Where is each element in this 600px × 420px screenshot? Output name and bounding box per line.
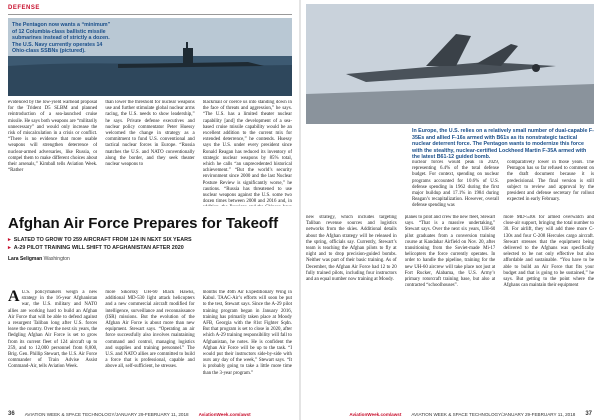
text-column: new strategy, which includes targeting Taliban revenue sources and logistics networks from the skies. Additional details about the Afghan strategy will be released in the spring, officials say. Currently, Stewart’s team is teaching the Afghan pilots to fly at night and to drop precision-guided bombs. Neither was part of their basic training. As of December, the Afghan Air Force had 12 to 20 fully trained pilots, including four instructors and an equal number now training at Moody.	[306, 215, 397, 283]
deck-line-1: ▸ SLATED TO GROW TO 259 AIRCRAFT FROM 124 IN NEXT SIX YEARS	[8, 237, 192, 243]
article-columns-top	[8, 100, 292, 206]
header-rule	[8, 14, 292, 15]
text-column: A U.S. policymakers weigh a new strategy in the 16-year Afghanistan war, the U.S. military and NATO allies are working hard to build an Afghan Air Force that will be able to defend against a resurgent Taliban long after U.S. forces leave the country. Over the next six years, the fledgling Afghan Air Force is set to grow from its current fleet of 124 aircraft up to 259, and to 12,000 personnel from 8,000, Brig. Gen. Phillip Stewart, the U.S. Air Force commander of Train Advise Assist Command-Air, tells Aviation Week.	[8, 290, 98, 370]
text-column: planes to pilot and crew the new fleet, Stewart says. “That is a massive undertaking,” Stewart says. Over the next six years, UH-60 pilot graduates from a conversion training course at Kandahar Airfield on Nov. 20, after transitioning from the Soviet-made Mi-17 helicopters the force currently operates. In order to handle the pipeline, training for the new UH-60 aircrew will take place not just at Fort Rucker, Alabama, the U.S. Army’s primary rotorcraft training base, but also at contracted “schoolhouses”.	[404, 215, 496, 289]
article-header	[8, 215, 293, 262]
website-link[interactable]: AviationWeek.com/awst	[198, 411, 251, 417]
page-number: 37	[585, 411, 592, 417]
drop-cap: A	[8, 290, 20, 305]
fighter-jet-photo	[306, 4, 594, 124]
left-footer	[8, 411, 251, 417]
bullet-icon: ▸	[8, 237, 11, 243]
article-columns-top	[412, 160, 594, 208]
text-column: more Sikorsky UH-60 Black Hawks, additional MD-530 light attack helicopters and a new commercial aircraft modified for intelligence, surveillance and reconnaissance (ISR) missions. But the evolution of the Afghan Air Force is about more than new equipment. Stewart says. “Operating an air force successfully also involves maintaining command and control, managing logistics and supplies and training personnel.” The U.S. and NATO allies are committed to build a force that is professional, capable and above all, self-sufficient, he stresses.	[105, 290, 195, 370]
photo-caption: The Pentagon now wants a “minimum” of 12 Columbia-class ballistic missile submarines instead of strictly a dozen. The U.S. Navy currently operates 14 Ohio-class SSBNs (pictured).	[12, 22, 111, 55]
text-column: more MD-530s for armed overwatch and close-air support, bringing the total number to 30. For airlift, they will add three more C-130s and four C-208 Hercules cargo aircraft. Stewart stresses that the equipment being delivered to the Afghans was specifically selected to be not only effective but also affordable and sustainable. “You have to be able to build an Air Force that fits your budget and that is going to be sustained,” he says. But getting to the point where the Afghans can maintain their equipment	[503, 215, 595, 289]
publication-line: AVIATION WEEK & SPACE TECHNOLOGY/JANUARY 29-FEBRUARY 11, 2018	[24, 411, 189, 417]
right-footer	[349, 411, 592, 417]
article-headline: Afghan Air Force Prepares for Takeoff	[8, 215, 279, 232]
page-number: 36	[8, 411, 15, 417]
article-columns-bottom	[8, 290, 292, 408]
article-columns-bottom	[306, 215, 594, 408]
text-column: comparatively lower in those years. The Pentagon has so far refused to comment on the draft document because it is predecisional. The final version is still subject to review and approval by the president and defense secretary for rollout expected in early February.	[507, 160, 594, 203]
section-label: DEFENSE	[8, 5, 40, 11]
text-column: blackmail or coerce us into standing down in the face of threats and aggression,” he says. “The U.S. has a limited theater nuclear capability [and] the development of a sea-based cruise missile capability would be an excellent addition to the current mix for extended deterrence,” he contends. Huessy says the U.S. under every president since Ronald Reagan has reduced its inventory of strategic nuclear weapons by 85% total, which he calls “an unprecedented historical achievement.” “But the world’s security environment since 2000 and the last Nuclear Posture Review is significantly worse,” he cautions. “Russia has threatened to use nuclear weapons against the U.S. some two dozen times between 2008 and 2016 and, in	[202, 100, 292, 205]
deck-line-2: ▸ A-29 PILOT TRAINING WILL SHIFT TO AFGHANISTAN AFTER 2020	[8, 245, 184, 251]
byline: Lara Seligman Washington	[8, 256, 70, 262]
text-column: than lower the threshold for nuclear weapons use and further stimulate global nuclear arms racing, the U.S. needs to show leadership,” he says. Private defense executives and nuclear policy commentator Peter Huessy welcomed the change in strategy as a commitment to fund U.S. conventional and tactical nuclear forces in Europe. “Russia matches the U.S. and NATO conventionally along the border, and they seek theater nuclear weapons to	[105, 100, 195, 168]
right-page	[300, 0, 600, 420]
text-column: nuclear forces would peak in 2029, representing 6.4% of the total defense budget. For context, spending on nuclear programs accounted for 10.6% of U.S. defense spending in 1962 during the first major buildup and 17.1% in 1984 during Reagan’s recapitalization. However, overall defense spending was	[412, 160, 499, 208]
photo-caption: In Europe, the U.S. relies on a relatively small number of dual-capable F-35Es and allied F-16s armed with B61s as its nonstrategic tactical nuclear deterrent force. The Pentagon wants to modernize this force with the stealthy, nuclear-certified Lockheed Martin F-35A armed with the latest B61-12 guided bomb.	[412, 128, 594, 161]
website-link[interactable]: AviationWeek.com/awst	[349, 411, 402, 417]
publication-line: AVIATION WEEK & SPACE TECHNOLOGY/JANUARY 29-FEBRUARY 11, 2018	[411, 411, 576, 417]
bullet-icon: ▸	[8, 245, 11, 251]
text-column: months the 46th Air Expeditionary Wing in Kabul. TAAC-Air’s efforts will soon be put to the test, Stewart says. Since the A-29 pilot training program began in January 2016, training has primarily taken place at Moody AFB, Georgia with the 81st Fighter Sqdn. But that program is set to close in 2020, after which A-29 training responsibility will fall to Afghanistan, he notes. He is confident the Afghan Air Force will be up to the task. “I would put their instructors side-by-side with ours any day of the week,” Stewart says. “It is probably going to take a little more time than the 3-year program.”	[202, 290, 292, 376]
text-column: evidenced by the low-yield warhead proposal for the Trident D5 SLBM and planned reintroduction of a sea-launched cruise missile. He says both weapons are “militarily unnecessary” and would only increase the risk of miscalculation in a crisis or conflict. “There is no evidence that more usable weapons will strengthen deterrence of nuclear-armed adversaries, like Russia, or compel them to make different choices about their arsenals,” Kimball tells Aviation Week. “Rather	[8, 100, 98, 174]
